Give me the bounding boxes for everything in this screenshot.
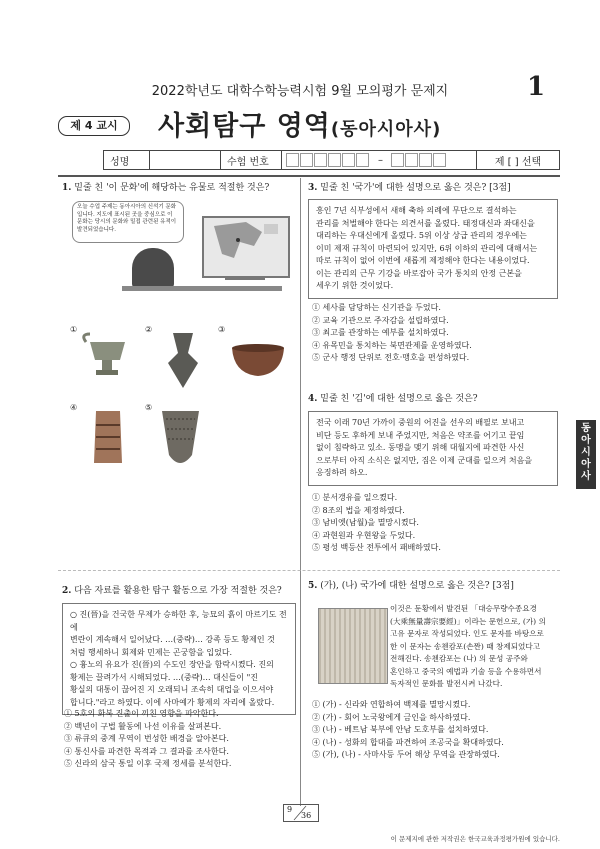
q2-source-box	[62, 603, 296, 715]
id-digit-box	[286, 153, 299, 167]
q5-option-2[interactable]: ② (가) - 회어 노국왕에게 금인을 하사하였다.	[312, 712, 471, 722]
q5-stem	[308, 580, 558, 593]
page-current: 9	[287, 805, 293, 814]
q5-box-line: 독자적인 문화를 발전시켜 나갔다.	[390, 679, 503, 688]
q4-source-box	[308, 411, 558, 486]
bronze-vessel-image	[80, 330, 135, 385]
q3-box-line: 대리하는 우대신에게 올렸다. 5위 이상 상급 관리의 경우에는	[316, 231, 527, 240]
q5-option-5[interactable]: ⑤ (가), (나) - 사마사등 두어 해상 무역을 관장하였다.	[312, 750, 500, 759]
q1-choice-1[interactable]: ①	[70, 325, 78, 334]
page-number-box	[283, 804, 319, 822]
jade-ornament-image	[158, 328, 208, 393]
q4-option-2[interactable]: ② 8조의 법을 제정하였다.	[312, 505, 405, 515]
q4-option-3[interactable]: ③ 남비엣(남월)을 멸망시켰다.	[312, 518, 419, 527]
tab-char: 아	[581, 435, 591, 446]
q2-box-line: 처럼 행세하니 회제와 민제는 곤궁함을 입었다.	[70, 647, 233, 657]
q3-box-line: 세우기 위한 것이었다.	[316, 281, 394, 290]
teacher-speech-bubble: 오늘 수업 주제는 동아시아의 신석기 문화입니다. 지도에 표시된 곳을 중심으로 이 문화는 당시의 문화와 밀접 관련된 유적이 발견되었습니다.	[72, 201, 184, 243]
q5-box-line: 한 이 문자는 송첸캄포(손짠) 때 창제되었다고	[390, 641, 541, 651]
q2-text: 다음 자료를 활용한 탐구 활동으로 가장 적절한 것은?	[74, 586, 282, 596]
q4-stem	[308, 393, 558, 406]
q5-box-line: 고유 문자로 작성되었다. 인도 문자를 바탕으로	[390, 629, 544, 638]
copyright-footer: 이 문제지에 관한 저작권은 한국교육과정평가원에 있습니다.	[390, 835, 560, 843]
q5-option-1[interactable]: ① (가) - 신라와 연합하여 백제를 멸망시켰다.	[312, 700, 471, 709]
q5-source-text	[390, 603, 546, 691]
header-divider	[58, 175, 560, 177]
id-label-cell	[221, 151, 282, 169]
id-field[interactable]	[282, 151, 477, 169]
q5-text: (가), (나) 국가에 대한 설명으로 옳은 것은? [3점]	[320, 581, 514, 591]
tab-char: 아	[581, 459, 591, 470]
id-digit-box	[300, 153, 313, 167]
tab-char: 동	[581, 423, 591, 434]
q1-text: 밑줄 친 '이 문화'에 해당하는 유물로 적절한 것은?	[74, 183, 270, 193]
q4-box-line: 으로부터 아직 소식은 없지만, 짐은 이제 군대를 일으켜 처음을	[316, 455, 533, 465]
q5-option-3[interactable]: ③ (나) - 베트남 북부에 안남 도호부를 설치하였다.	[312, 725, 489, 734]
name-label-cell	[104, 151, 150, 169]
q4-box-line: 비단 등도 후하게 보내 주었지만, 처음은 약조를 어기고 끝임	[316, 430, 525, 440]
q5-number: 5.	[308, 581, 318, 591]
q4-text: 밑줄 친 '김'에 대한 설명으로 옳은 것은?	[320, 394, 478, 404]
q2-box-line: ○ 진(晉)을 건국한 무제가 승하한 후, 능묘의 흙이 마르기도 전에	[70, 610, 287, 632]
comb-pottery-bowl-image	[228, 340, 288, 380]
map-icon	[204, 218, 284, 272]
q5-box-line: 전해진다. 송첸캄포는 (나) 의 문성 공주와	[390, 654, 528, 663]
q3-stem	[308, 182, 558, 195]
q1-stem	[62, 182, 294, 195]
id-digit-box	[433, 153, 446, 167]
choice-cell[interactable]	[477, 151, 559, 169]
q3-option-2[interactable]: ② 교육 기관으로 주자감을 설립하였다.	[312, 315, 449, 325]
q3-option-4[interactable]: ④ 유목민을 통치하는 북면관제를 운영하였다.	[312, 340, 472, 350]
q5-box-line: 이것은 둔황에서 발견된 「대승무량수종요경	[390, 604, 537, 613]
q3-number: 3.	[308, 183, 318, 193]
q3-text: 밑줄 친 '국가'에 대한 설명으로 옳은 것은? [3점]	[320, 183, 511, 193]
q2-box-line: 합니다."라고 하였다. 이에 사마예가 황제의 자리에 올랐다.	[70, 697, 275, 707]
q4-option-4[interactable]: ④ 과현원과 우현왕을 두었다.	[312, 530, 416, 540]
pointed-pottery-image	[158, 405, 203, 473]
q3-source-box	[308, 199, 558, 299]
q5-options	[312, 699, 557, 762]
manuscript-scroll-image	[318, 608, 388, 684]
q3-box-line: 관리를 처벌해야 한다는 의견서를 올렸다. 태정대신과 좌대신을	[316, 218, 535, 228]
q3-option-5[interactable]: ⑤ 군사 행정 단위로 전호·맹호을 편성하였다.	[312, 353, 470, 362]
monitor	[202, 216, 290, 278]
painted-jar-image	[88, 405, 128, 470]
q2-stem	[62, 585, 294, 598]
q5-box-line: 혼인하고 중국의 예법과 기술 등을 수용하면서	[390, 666, 542, 676]
q1-choice-2[interactable]: ②	[145, 325, 153, 334]
id-digit-box	[391, 153, 404, 167]
q3-options	[312, 302, 557, 365]
q2-options	[64, 708, 294, 771]
subject-sub: (동아시아사)	[330, 119, 442, 140]
q1-choice-5[interactable]: ⑤	[145, 403, 153, 412]
column-divider	[300, 178, 301, 806]
q2-box-line: ○ 흉노의 유요가 진(晉)의 수도인 장안을 함락시켰다. 진의	[70, 660, 274, 669]
name-field[interactable]	[150, 151, 221, 169]
q3-option-1[interactable]: ① 세사를 담당하는 신기관을 두었다.	[312, 303, 441, 312]
q1-illustration	[70, 198, 295, 323]
q4-option-1[interactable]: ① 분서갱유를 일으켰다.	[312, 493, 398, 502]
q3-box-line: 흥인 7년 식부성에서 새해 축하 의례에 무단으로 결석하는	[316, 206, 517, 215]
q2-option-2[interactable]: ② 백년이 구법 활동에 나선 이유를 살펴본다.	[64, 721, 222, 731]
name-label: 성명	[110, 156, 130, 168]
q1-choice-4[interactable]: ④	[70, 403, 78, 412]
q2-box-line: 변란이 계속해서 일어났다. …(중략)… 강족 등도 황제인 것	[70, 635, 275, 644]
subject-side-tab	[576, 420, 596, 489]
q2-box-line: 황실의 대통이 끊어진 지 오래되니 조속히 대업을 이으셔야	[70, 685, 274, 694]
q3-box-line: 이미 제재 규칙이 마련되어 있지만, 6위 이하의 관리에 대해서는	[316, 243, 538, 253]
id-digit-box	[419, 153, 432, 167]
q5-option-4[interactable]: ④ (나) - 성화의 합대를 파견하여 조공국을 확대하였다.	[312, 737, 504, 747]
info-bar	[103, 150, 560, 170]
page-total: 36	[301, 811, 312, 820]
q2-option-4[interactable]: ④ 통신사를 파견한 목적과 그 결과를 조사한다.	[64, 746, 229, 756]
q1-number: 1.	[62, 183, 72, 193]
q4-box-line: 응징하려 하오.	[316, 468, 368, 477]
subject-main: 사회탐구 영역	[158, 111, 331, 142]
q4-option-5[interactable]: ⑤ 평성 백등산 전투에서 패배하였다.	[312, 543, 441, 552]
desk	[122, 286, 282, 291]
id-digit-box	[405, 153, 418, 167]
q4-options	[312, 492, 557, 555]
tab-char: 시	[581, 447, 591, 458]
q3-box-line: 따로 규칙이 없어 이번에 새롭게 제정해야 한다는 내용이었다.	[316, 256, 530, 265]
q4-number: 4.	[308, 394, 318, 404]
monitor-stand	[225, 276, 265, 280]
q5-box-line: (大乘無量壽宗要經)」이라는 문헌으로, (가) 의	[390, 616, 546, 626]
q3-box-line: 이는 관리의 근무 기강을 바로잡아 국가 통치의 안정 근본을	[316, 268, 522, 278]
id-digit-box	[342, 153, 355, 167]
page-mark: 1	[527, 72, 546, 102]
student-figure	[132, 248, 174, 288]
section-divider	[58, 570, 560, 571]
subject-title	[158, 104, 441, 143]
q4-box-line: 없이 침략하고 있소. 동맹을 맺기 위해 대월지에 파견한 사신	[316, 443, 525, 452]
q1-choice-3[interactable]: ③	[218, 325, 226, 334]
id-label: 수험 번호	[227, 156, 269, 168]
q2-box-line: 황제는 끌려가서 시해되었다. …(중략)… 대신들이 "진	[70, 672, 259, 682]
q2-number: 2.	[62, 586, 72, 596]
q2-option-1[interactable]: ① 5호의 화북 진출이 끼친 영향을 파악한다.	[64, 709, 219, 718]
choice-label: 제 [ ] 선택	[494, 156, 542, 168]
id-digit-box	[356, 153, 369, 167]
q2-option-3[interactable]: ③ 류큐의 중계 무역이 번성한 배경을 알아본다.	[64, 734, 229, 743]
period-badge: 제 4 교시	[58, 116, 130, 136]
q3-option-3[interactable]: ③ 최고를 관장하는 예부를 설치하였다.	[312, 328, 449, 337]
q2-option-5[interactable]: ⑤ 신라의 삼국 통일 이후 국제 정세를 분석한다.	[64, 759, 232, 768]
exam-title: 2022학년도 대학수학능력시험 9월 모의평가 문제지	[151, 84, 449, 99]
tab-char: 사	[581, 471, 591, 482]
id-dash: –	[378, 154, 383, 166]
id-digit-box	[314, 153, 327, 167]
q4-box-line: 전국 이래 70년 가까이 중원의 어진을 선우의 배필로 보내고	[316, 418, 525, 427]
id-digit-box	[328, 153, 341, 167]
